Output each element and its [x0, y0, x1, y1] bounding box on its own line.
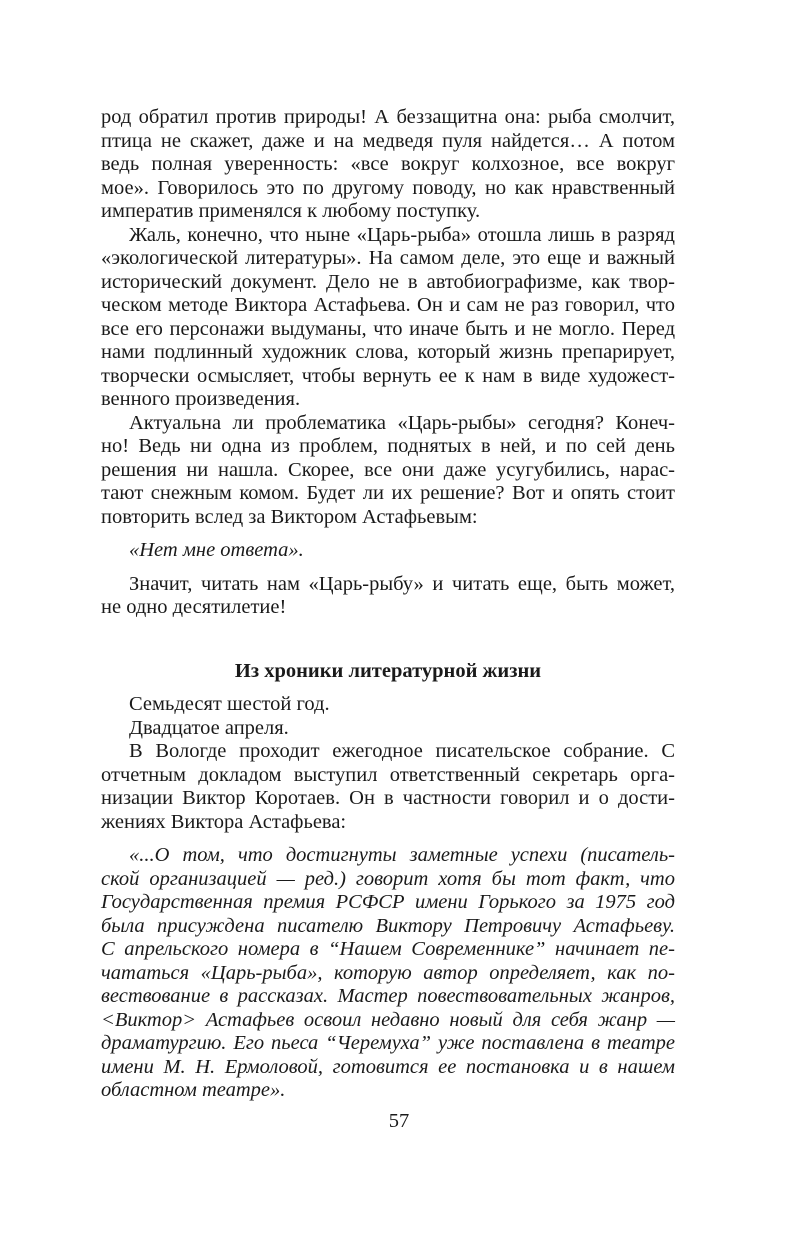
text-line: Семьдесят шестой год.	[129, 693, 330, 715]
quote-line: областном театре».	[101, 1079, 286, 1101]
quote-line: ской организацией — ред.) говорит хотя бы тот факт, что	[101, 867, 675, 890]
quote-line: была присуждена писателю Виктору Петровичу Астафьеву.	[101, 914, 675, 937]
quote-line: С апрельского номера в “Нашем Современнике” начинает пе-	[101, 938, 675, 960]
text-line: птица не скажет, даже и на медведя пуля найдется… А потом	[101, 129, 675, 152]
text-line: ческом методе Виктора Астафьева. Он и сам не раз говорил, что	[101, 294, 675, 316]
text-line: В Вологде проходит ежегодное писательское собрание. С	[129, 740, 675, 762]
text-line: творчески осмысляет, чтобы вернуть ее к нам в виде художест-	[101, 364, 675, 387]
text-line: Значит, читать нам «Царь-рыбу» и читать еще, быть может,	[129, 572, 675, 595]
text-line: Жаль, конечно, что ныне «Царь-рыба» отошла лишь в разряд	[129, 223, 675, 246]
quote-line: «Нет мне ответа».	[129, 539, 304, 561]
quote-report	[101, 844, 675, 1103]
text-line: Актуальна ли проблематика «Царь-рыбы» сегодня? Конеч-	[129, 411, 675, 434]
paragraph-1	[101, 106, 675, 224]
paragraph-7	[101, 740, 675, 834]
quote-line: имени М. Н. Ермоловой, готовится ее постановка и в нашем	[101, 1055, 675, 1078]
text-line: исторический документ. Дело не в автобиографизме, как твор-	[101, 270, 675, 293]
text-line: венного произведения.	[101, 388, 301, 410]
text-line: нами подлинный художник слова, который жизнь препарирует,	[101, 341, 675, 363]
text-line: не одно десятилетие!	[101, 596, 287, 618]
text-line: отчетным докладом выступил ответственный секретарь орга-	[101, 763, 675, 786]
text-line: императив применялся к любому поступку.	[101, 200, 481, 222]
quote-line: вествование в рассказах. Мастер повествовательных жанров,	[101, 985, 675, 1007]
paragraph-3	[101, 412, 675, 530]
text-line: решения ни нашла. Скорее, все они даже усугубились, нарас-	[101, 458, 675, 481]
text-line: «экологической литературы». На самом деле, это еще и важный	[101, 247, 675, 269]
page-body	[101, 106, 675, 1103]
quote-line: Государственная премия РСФСР имени Горького за 1975 год	[101, 891, 675, 913]
paragraph-4	[101, 573, 675, 620]
text-line: повторить вслед за Виктором Астафьевым:	[101, 505, 478, 528]
text-line: мое». Говорилось это по другому поводу, но как нравственный	[101, 176, 675, 199]
text-line: жениях Виктора Астафьева:	[101, 810, 347, 833]
text-line: Двадцатое апреля.	[129, 716, 289, 739]
text-line: ведь полная уверенность: «все вокруг колхозное, все вокруг	[101, 153, 675, 175]
section-heading: Из хроники литературной жизни	[234, 659, 542, 682]
page-number: 57	[388, 1110, 410, 1132]
text-line: род обратил против природы! А беззащитна она: рыба смолчит,	[101, 106, 675, 128]
paragraph-2	[101, 224, 675, 412]
quote-line: «...О том, что достигнуты заметные успехи (писатель-	[129, 844, 675, 866]
text-line: тают снежным комом. Будет ли их решение? Вот и опять стоит	[101, 482, 675, 504]
quote-line: <Виктор> Астафьев освоил недавно новый для себя жанр —	[101, 1008, 675, 1031]
text-line: все его персонажи выдуманы, что иначе быть и не могло. Перед	[101, 317, 675, 340]
quote-line: чататься «Царь-рыба», которую автор определяет, как по-	[101, 961, 675, 984]
quote-no-answer	[101, 539, 675, 563]
text-line: но! Ведь ни одна из проблем, поднятых в ней, и по сей день	[101, 435, 675, 457]
text-line: низации Виктор Коротаев. Он в частности говорил и о дости-	[101, 787, 675, 809]
quote-line: драматургию. Его пьеса “Черемуха” уже поставлена в театре	[101, 1032, 675, 1054]
